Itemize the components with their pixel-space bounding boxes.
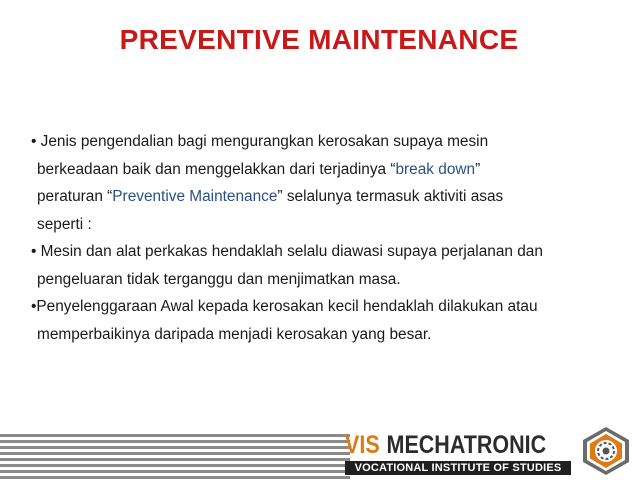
slide-title: PREVENTIVE MAINTENANCE <box>119 24 519 55</box>
bullet-line: peraturan “Preventive Maintenance” selalunya termasuk aktiviti asas <box>37 188 504 205</box>
decorative-stripes <box>0 434 350 480</box>
brand-vis: VIS <box>345 431 380 459</box>
bullet-line: seperti : <box>37 215 92 233</box>
bullet-list <box>31 128 601 348</box>
bullet-line: berkeadaan baik dan menggelakkan dari terjadinya “break down” <box>37 160 481 178</box>
bullet-line: •Penyelenggaraan Awal kepada kerosakan kecil hendaklah dilakukan atau <box>31 298 538 315</box>
highlight-text: break down <box>395 160 476 178</box>
highlight-text: Preventive Maintenance <box>112 188 278 205</box>
bullet-line: memperbaikinya daripada menjadi kerosakan yang besar. <box>37 325 432 343</box>
bullet-item <box>31 128 601 238</box>
footer <box>0 421 638 479</box>
brand-subtitle: VOCATIONAL INSTITUTE OF STUDIES <box>345 461 571 475</box>
bullet-item <box>31 238 601 293</box>
brand-wordmark <box>345 431 547 459</box>
institute-emblem-icon <box>580 425 632 477</box>
brand-logo <box>345 431 571 477</box>
bullet-line: pengeluaran tidak terganggu dan menjimatkan masa. <box>37 270 401 288</box>
brand-mechatronic: MECHATRONIC <box>386 431 547 459</box>
bullet-line: • Jenis pengendalian bagi mengurangkan kerosakan supaya mesin <box>31 133 489 150</box>
bullet-item <box>31 293 601 348</box>
bullet-line: • Mesin dan alat perkakas hendaklah selalu diawasi supaya perjalanan dan <box>31 243 543 260</box>
